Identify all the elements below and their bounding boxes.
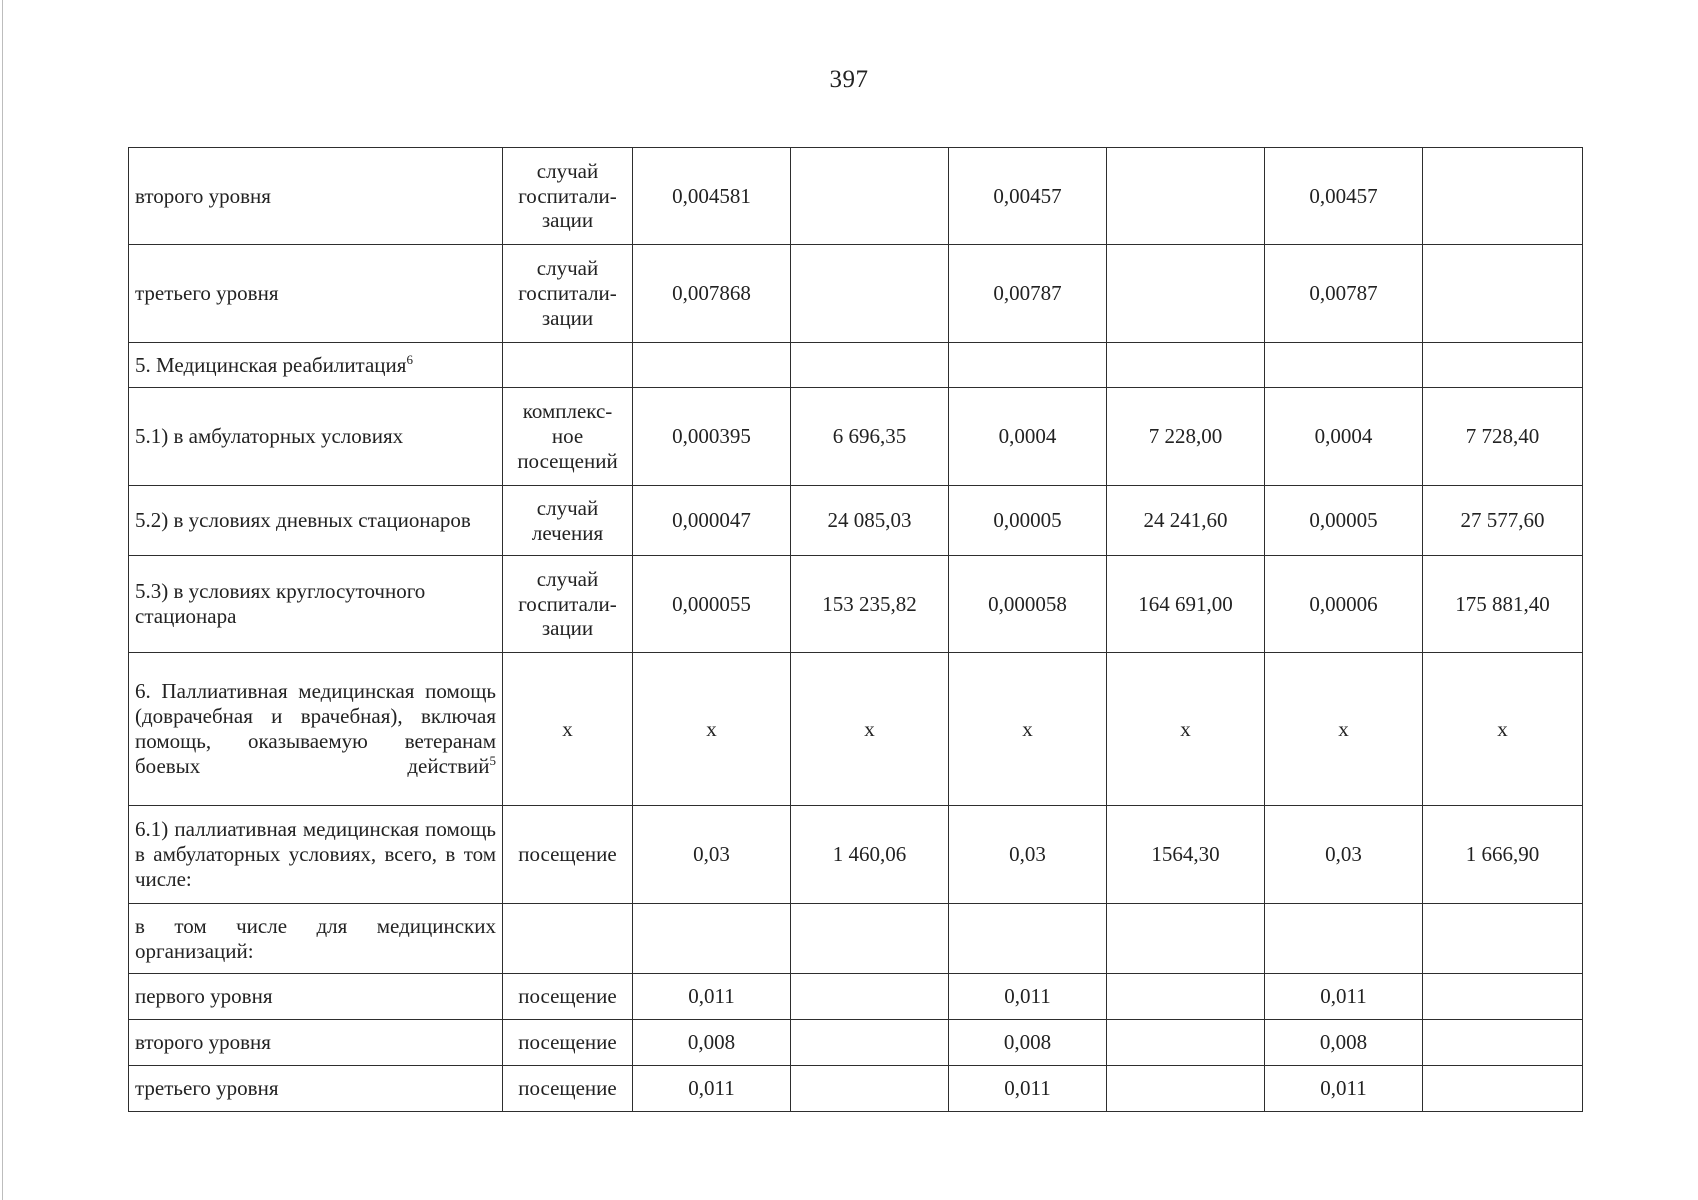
- table-cell: 0,03: [1265, 806, 1423, 904]
- table-row: [129, 388, 1583, 486]
- row-unit: посещение: [503, 974, 633, 1020]
- table-cell: 0,011: [633, 1066, 791, 1112]
- table-cell: [791, 974, 949, 1020]
- table-cell: [1107, 148, 1265, 245]
- row-unit: [503, 343, 633, 388]
- table-cell: х: [1423, 653, 1583, 806]
- table-row: [129, 806, 1583, 904]
- table-cell: [1265, 904, 1423, 974]
- footnote-mark: 6: [406, 351, 413, 367]
- table-cell: 7 728,40: [1423, 388, 1583, 486]
- row-name: первого уровня: [129, 974, 503, 1020]
- row-name: третьего уровня: [129, 1066, 503, 1112]
- table-cell: [791, 343, 949, 388]
- table-cell: 0,00787: [1265, 245, 1423, 343]
- table-cell: 0,000055: [633, 556, 791, 653]
- table-cell: 24 085,03: [791, 486, 949, 556]
- table-row: [129, 974, 1583, 1020]
- table-cell: 1 666,90: [1423, 806, 1583, 904]
- table-cell: 0,00457: [949, 148, 1107, 245]
- table-cell: [791, 245, 949, 343]
- table-row: [129, 343, 1583, 388]
- row-name: третьего уровня: [129, 245, 503, 343]
- table-cell: [1423, 343, 1583, 388]
- table-cell: [1423, 1020, 1583, 1066]
- table-cell: 153 235,82: [791, 556, 949, 653]
- table-row: [129, 245, 1583, 343]
- table-cell: [949, 343, 1107, 388]
- table-cell: 1 460,06: [791, 806, 949, 904]
- table-cell: х: [1265, 653, 1423, 806]
- row-unit: случай лечения: [503, 486, 633, 556]
- table-cell: 0,011: [949, 1066, 1107, 1112]
- row-unit: случай госпитали-зации: [503, 556, 633, 653]
- table-cell: х: [791, 653, 949, 806]
- table-cell: [1107, 974, 1265, 1020]
- table-cell: х: [633, 653, 791, 806]
- table-cell: 6 696,35: [791, 388, 949, 486]
- table-cell: 0,011: [1265, 974, 1423, 1020]
- table-cell: 0,007868: [633, 245, 791, 343]
- table-cell: 0,00457: [1265, 148, 1423, 245]
- table-cell: [1423, 148, 1583, 245]
- row-name: [129, 653, 503, 806]
- table-row: [129, 486, 1583, 556]
- table-cell: 0,00787: [949, 245, 1107, 343]
- row-name: 6.1) паллиативная медицинская помощь в амбулаторных условиях, всего, в том числе:: [129, 806, 503, 904]
- row-unit: посещение: [503, 1020, 633, 1066]
- row-unit: [503, 904, 633, 974]
- row-name: второго уровня: [129, 148, 503, 245]
- table-cell: [633, 343, 791, 388]
- table-cell: 0,000395: [633, 388, 791, 486]
- row-unit: х: [503, 653, 633, 806]
- table-row: [129, 1066, 1583, 1112]
- table-cell: 27 577,60: [1423, 486, 1583, 556]
- table-cell: [791, 1020, 949, 1066]
- footnote-mark: 5: [489, 752, 496, 768]
- table-cell: 0,0004: [1265, 388, 1423, 486]
- table-cell: 7 228,00: [1107, 388, 1265, 486]
- scan-edge-line: [2, 0, 3, 1200]
- table-cell: 24 241,60: [1107, 486, 1265, 556]
- table-cell: 164 691,00: [1107, 556, 1265, 653]
- data-table: [128, 147, 1583, 1112]
- row-unit: случай госпитали-зации: [503, 245, 633, 343]
- table-cell: 0,00005: [1265, 486, 1423, 556]
- table-cell: [1423, 904, 1583, 974]
- table-cell: 0,004581: [633, 148, 791, 245]
- row-name: в том числе для медицинских организаций:: [129, 904, 503, 974]
- table-cell: [791, 1066, 949, 1112]
- table-cell: [1423, 245, 1583, 343]
- table-cell: 0,008: [949, 1020, 1107, 1066]
- row-name-text: 5. Медицинская реабилитация: [135, 352, 407, 377]
- table-cell: 175 881,40: [1423, 556, 1583, 653]
- table-cell: [1107, 343, 1265, 388]
- table-cell: [1107, 1066, 1265, 1112]
- row-unit: случай госпитали-зации: [503, 148, 633, 245]
- row-name: 5.1) в амбулаторных условиях: [129, 388, 503, 486]
- table-cell: 0,03: [633, 806, 791, 904]
- table-row: [129, 148, 1583, 245]
- table-cell: [633, 904, 791, 974]
- table-cell: х: [949, 653, 1107, 806]
- table-cell: 0,008: [633, 1020, 791, 1066]
- table-row: [129, 1020, 1583, 1066]
- table-cell: [1107, 904, 1265, 974]
- table-cell: х: [1107, 653, 1265, 806]
- table-cell: 0,00005: [949, 486, 1107, 556]
- row-name: [129, 343, 503, 388]
- row-name: 5.3) в условиях круглосуточного стационара: [129, 556, 503, 653]
- row-name: второго уровня: [129, 1020, 503, 1066]
- table-cell: 0,03: [949, 806, 1107, 904]
- table-cell: 0,000058: [949, 556, 1107, 653]
- table-row: [129, 904, 1583, 974]
- table-cell: [1423, 974, 1583, 1020]
- table-cell: 0,008: [1265, 1020, 1423, 1066]
- table-cell: 0,00006: [1265, 556, 1423, 653]
- page-number: 397: [829, 66, 869, 93]
- table-cell: 0,011: [633, 974, 791, 1020]
- table-cell: 0,000047: [633, 486, 791, 556]
- row-name-text: 6. Паллиативная медицинская помощь (доврачебная и врачебная), включая помощь, оказываемую ветеранам боевых действий: [135, 679, 496, 778]
- row-unit: посещение: [503, 806, 633, 904]
- row-name: 5.2) в условиях дневных стационаров: [129, 486, 503, 556]
- table-cell: 0,011: [1265, 1066, 1423, 1112]
- table-row: [129, 556, 1583, 653]
- table-cell: [1265, 343, 1423, 388]
- table-cell: 0,0004: [949, 388, 1107, 486]
- table-cell: [1107, 245, 1265, 343]
- table-cell: 1564,30: [1107, 806, 1265, 904]
- table-cell: [791, 904, 949, 974]
- table-cell: [949, 904, 1107, 974]
- table-cell: 0,011: [949, 974, 1107, 1020]
- table-row: [129, 653, 1583, 806]
- row-unit: посещение: [503, 1066, 633, 1112]
- row-unit: комплекс-ное посещений: [503, 388, 633, 486]
- table-cell: [791, 148, 949, 245]
- table-cell: [1107, 1020, 1265, 1066]
- table-cell: [1423, 1066, 1583, 1112]
